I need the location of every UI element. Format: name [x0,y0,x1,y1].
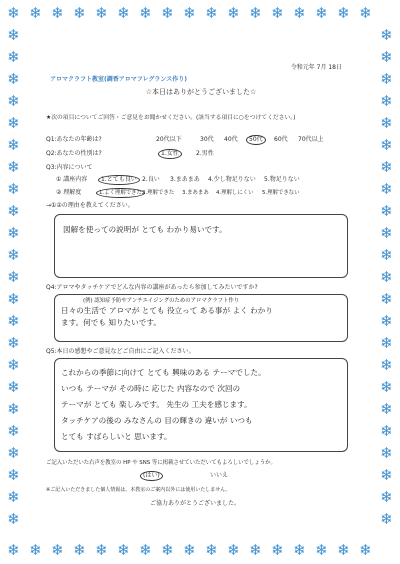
q1-option-30s[interactable]: 30代 [200,136,214,143]
snowflake-icon: ❄ [7,158,20,176]
snowflake-icon: ❄ [7,92,20,110]
consent-no[interactable]: いいえ [210,472,229,479]
q3-reason-label: →①②の理由を教えてください。 [46,202,134,209]
snowflake-icon: ❄ [7,224,20,242]
snowflake-icon: ❄ [7,541,20,559]
snowflake-icon: ❄ [380,400,393,418]
snowflake-icon: ❄ [95,4,108,22]
snowflake-icon: ❄ [380,444,393,462]
snowflake-icon: ❄ [315,541,328,559]
snowflake-icon: ❄ [293,4,306,22]
thanks-heading: ☆本日はありがとうございました☆ [145,88,257,96]
snowflake-icon: ❄ [7,466,20,484]
snowflake-icon: ❄ [380,356,393,374]
q3-row2-option-4[interactable]: 4.理解しにくい [216,190,254,196]
snowflake-icon: ❄ [205,4,218,22]
snowflake-icon: ❄ [315,4,328,22]
q3-row2-option-2[interactable]: 2.理解できた [142,190,175,196]
snowflake-icon: ❄ [29,541,42,559]
snowflake-icon: ❄ [293,541,306,559]
snowflake-icon: ❄ [205,541,218,559]
q3-row2-option-1-selected[interactable]: 1.よく理解できた [96,188,145,198]
snowflake-icon: ❄ [380,334,393,352]
snowflake-icon: ❄ [161,4,174,22]
snowflake-icon: ❄ [337,541,350,559]
snowflake-icon: ❄ [380,312,393,330]
snowflake-icon: ❄ [7,422,20,440]
snowflake-icon: ❄ [249,541,262,559]
snowflake-icon: ❄ [227,541,240,559]
snowflake-icon: ❄ [7,114,20,132]
snowflake-icon: ❄ [161,541,174,559]
q1-option-60s[interactable]: 60代 [274,136,288,143]
snowflake-icon: ❄ [380,422,393,440]
q3-row1-option-2[interactable]: 2.良い [142,176,160,183]
snowflake-icon: ❄ [380,158,393,176]
snowflake-icon: ❄ [271,541,284,559]
q2-option-female-selected[interactable]: 1.女性 [158,149,182,159]
snowflake-icon: ❄ [380,290,393,308]
snowflake-icon: ❄ [380,378,393,396]
snowflake-icon: ❄ [337,4,350,22]
q4-label: Q4:アロマやタッチケアでどんな内容の講座があったら参加してみたいですか? [46,284,258,291]
snowflake-icon: ❄ [139,4,152,22]
snowflake-icon: ❄ [7,202,20,220]
snowflake-icon: ❄ [29,4,42,22]
snowflake-icon: ❄ [359,4,372,22]
snowflake-icon: ❄ [7,4,20,22]
q1-option-50s-selected[interactable]: 50代 [246,135,266,145]
snowflake-icon: ❄ [380,92,393,110]
snowflake-icon: ❄ [7,444,20,462]
q3-row2-option-5[interactable]: 5.理解できない [262,190,300,196]
snowflake-icon: ❄ [139,541,152,559]
snowflake-icon: ❄ [73,4,86,22]
snowflake-icon: ❄ [117,541,130,559]
snowflake-icon: ❄ [95,541,108,559]
consent-yes-selected[interactable]: (はい) [140,471,163,481]
q3-reason-answer: 図解を使っての説明が とても わかり易いです。 [63,225,227,234]
snowflake-icon: ❄ [380,48,393,66]
snowflake-icon: ❄ [51,4,64,22]
q5-line-1: これからの季節に向けて とても 興味のある テーマでした。 [61,368,266,377]
snowflake-icon: ❄ [7,290,20,308]
snowflake-icon: ❄ [380,466,393,484]
q5-answer-box[interactable] [54,358,348,452]
snowflake-icon: ❄ [7,488,20,506]
snowflake-icon: ❄ [249,4,262,22]
snowflake-icon: ❄ [380,70,393,88]
snowflake-icon: ❄ [380,136,393,154]
snowflake-icon: ❄ [380,202,393,220]
q5-line-2: いつも テーマが その時に 応じた 内容なので 次回の [61,384,241,393]
snowflake-icon: ❄ [73,541,86,559]
q1-option-40s[interactable]: 40代 [224,136,238,143]
q3-reason-box[interactable] [54,214,348,278]
q3-row1-option-4[interactable]: 4.少し物足りない [208,176,256,183]
q1-label: Q1:あなたの年齢は? [46,136,102,143]
snowflake-icon: ❄ [7,26,20,44]
snowflake-icon: ❄ [380,246,393,264]
snowflake-icon: ❄ [183,4,196,22]
snowflake-icon: ❄ [7,378,20,396]
snowflake-icon: ❄ [380,114,393,132]
snowflake-icon: ❄ [380,26,393,44]
closing-text: ご協力ありがとうございました。 [150,500,241,507]
snowflake-icon: ❄ [7,334,20,352]
q5-line-3: テーマが とても 楽しみです。 先生の 工夫を感じます。 [61,400,252,409]
q5-line-4: タッチケアの後の みなさんの 目の輝きの 違いが いつも [61,416,253,425]
snowflake-icon: ❄ [7,70,20,88]
q3-row2-option-3[interactable]: 3.まあまあ [182,190,209,196]
privacy-note: ※ご記入いただきました個人情報は、本教室のご案内以外には使用いたしません。 [46,487,231,493]
snowflake-icon: ❄ [7,400,20,418]
publish-consent-question: ご記入いただいた右声を教室の HP や SNS 等に掲載させていただいてもよろしいでしょうか。 [46,460,276,466]
q5-line-5: とても すばらしいと 思います。 [61,432,172,441]
snowflake-icon: ❄ [183,541,196,559]
q4-printed-example: (例) 認知症予防やアンチエイジングのためのアロマクラフト作り [83,298,240,304]
snowflake-icon: ❄ [7,136,20,154]
q1-option-70s[interactable]: 70代以上 [298,136,324,143]
date-text: 令和元年 7月 18日 [290,64,342,71]
q2-label: Q2:あなたの性別は? [46,150,102,157]
snowflake-icon: ❄ [380,224,393,242]
q3-row1-option-5[interactable]: 5.物足りない [264,176,300,183]
q5-label: Q5:本日の感想やご意見などご自由にご記入ください。 [46,348,195,355]
questionnaire-sheet [40,44,362,520]
snowflake-icon: ❄ [7,510,20,528]
snowflake-icon: ❄ [7,268,20,286]
q4-answer-line-2: ます。何でも 知りたいです。 [61,318,161,327]
snowflake-icon: ❄ [380,510,393,528]
snowflake-icon: ❄ [359,541,372,559]
q1-option-20s[interactable]: 20代以下 [156,136,182,143]
snowflake-icon: ❄ [7,246,20,264]
snowflake-icon: ❄ [227,4,240,22]
q3-row1-option-3[interactable]: 3.まあまあ [170,176,200,183]
snowflake-icon: ❄ [7,312,20,330]
snowflake-icon: ❄ [51,541,64,559]
snowflake-icon: ❄ [7,48,20,66]
snowflake-icon: ❄ [271,4,284,22]
org-name: アロマクラフト教室(調香アロマフレグランス作り) [50,76,187,83]
q3-label: Q3:内容について [46,164,93,171]
snowflake-icon: ❄ [380,488,393,506]
snowflake-icon: ❄ [380,180,393,198]
q3-row1-option-1-selected[interactable]: 1.とても良い [98,175,140,185]
snowflake-icon: ❄ [380,268,393,286]
snowflake-icon: ❄ [7,180,20,198]
intro-text: ★次の項目についてご回答・ご意見をお聞かせください。(該当する項目に○をつけてください。) [46,115,296,121]
q4-answer-line-1: 日々の生活で アロマが とても 役立って ある事が よく わかり [61,306,273,315]
q3-row1-label: ① 講座内容 [56,176,88,183]
snowflake-icon: ❄ [7,356,20,374]
q3-row2-label: ② 理解度 [56,189,82,196]
snowflake-icon: ❄ [117,4,130,22]
q2-option-male[interactable]: 2.男性 [196,150,214,157]
q4-answer-box[interactable] [54,294,348,342]
